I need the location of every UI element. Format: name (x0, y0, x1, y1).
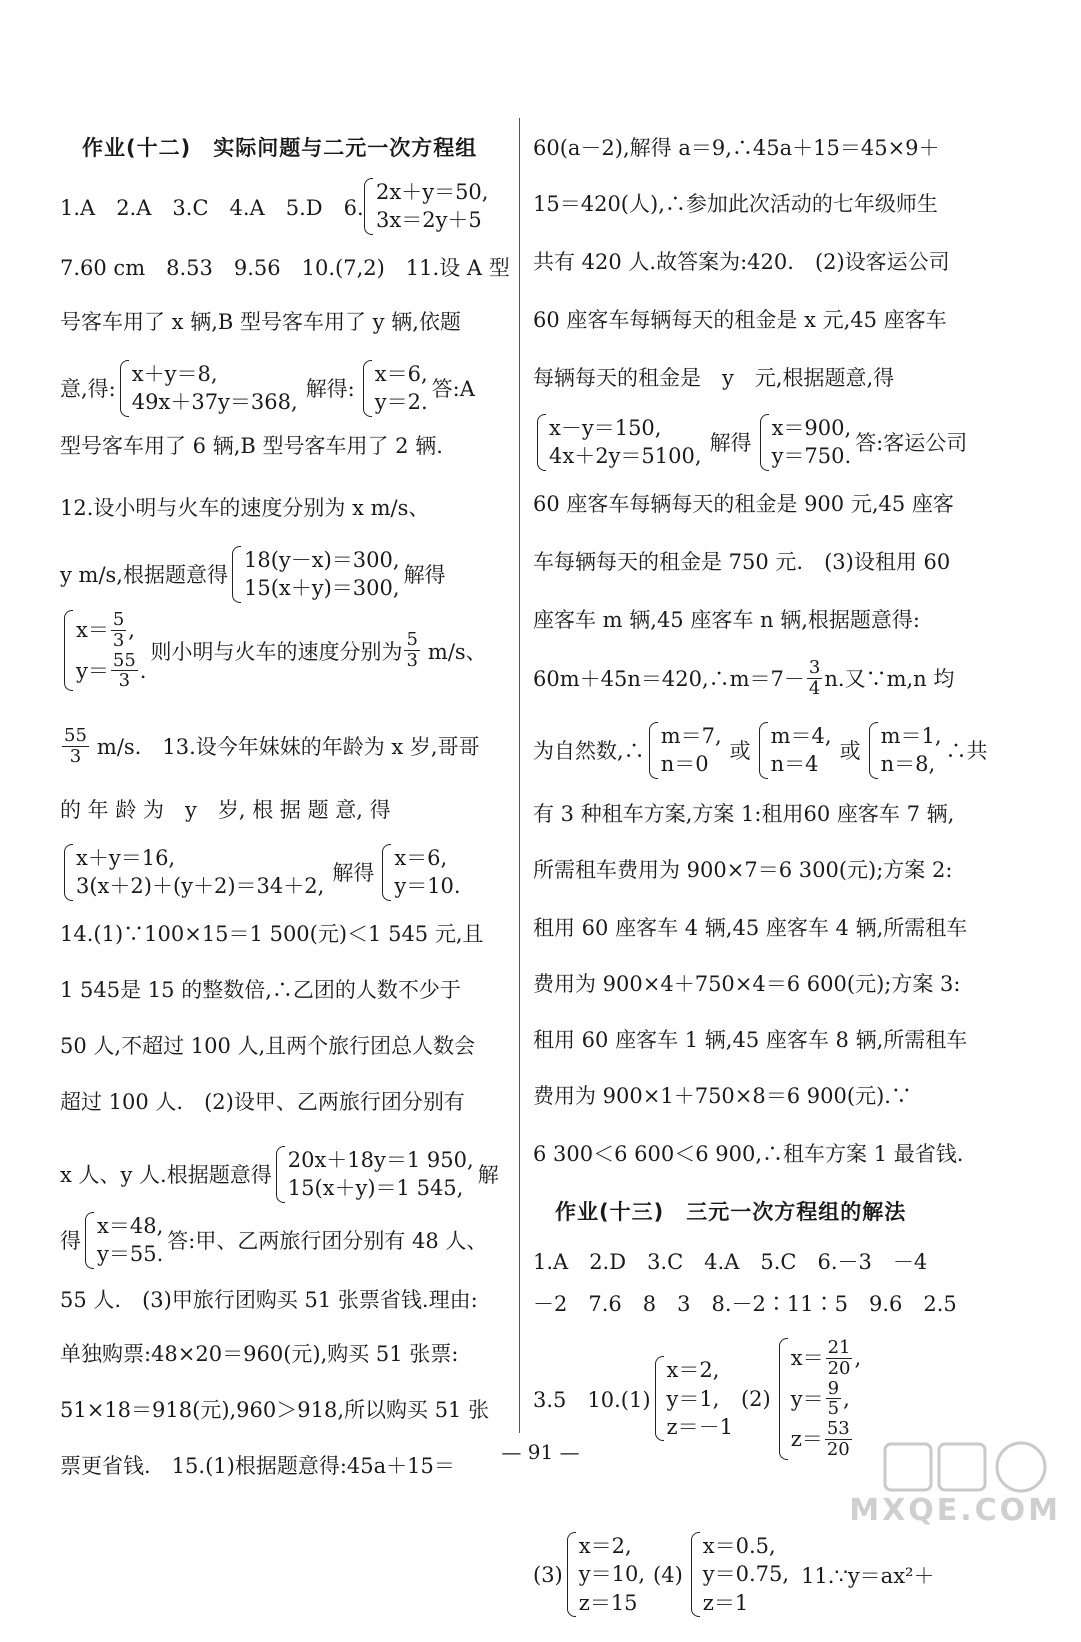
answer-line-8: x＝ $\frac{5}{3}$ , y＝ $\frac{55}{3}$ . 则小明与火车的速度分别为 $\frac{5}{3}$ m/s、 (60, 610, 508, 722)
answer-line-5: 型号客车用了 6 辆,B 型号客车用了 2 辆. (60, 434, 443, 458)
watermark-logo: MXQE.COM (881, 1438, 1061, 1528)
solution-system: x＝2, y＝10, z＝15 (567, 1532, 645, 1617)
answer-line-9: $\frac{55}{3}$ m/s. 13.设今年妹妹的年龄为 x 岁,哥哥 (64, 725, 480, 767)
answer-line-r3: 共有 420 人.故答案为:420. (2)设客运公司 (533, 250, 950, 274)
solution-system: x＝2, y＝1, z＝－1 (655, 1356, 733, 1441)
column-divider (519, 118, 520, 1433)
answer-line-r13: 所需租车费用为 900×7＝6 300(元);方案 2: (533, 858, 953, 882)
solution-system: x＝ $\frac{21}{20}$ , y＝ $\frac{9}{5}$ , z＝ $\frac{53}{20}$ (779, 1338, 861, 1460)
right-column (533, 118, 988, 1642)
answer-stamp-icon (881, 1438, 1061, 1498)
answer-line-16: x 人、y 人.根据题意得 20x＋18y＝1 950, 15(x＋y)＝1 545, 解 (60, 1140, 508, 1210)
answer-line-19: 单独购票:48×20＝960(元),购买 51 张票: (60, 1342, 459, 1366)
answer-line-r5: 每辆每天的租金是 y 元,根据题意,得 (533, 366, 895, 390)
answer-line-r1: 60(a－2),解得 a＝9,∴45a＋15＝45×9＋ (533, 136, 940, 160)
answer-line-15: 超过 100 人. (2)设甲、乙两旅行团分别有 (60, 1090, 465, 1114)
solution-system: x＝48, y＝55. (85, 1212, 163, 1269)
answer-line-r22: (3) x＝2, y＝10, z＝15 (4) x＝0.5, y＝0.75, z＝1 11.∵y＝ax²＋ (533, 1532, 981, 1642)
answer-line-12: 14.(1)∵100×15＝1 500(元)＜1 545 元,且 (60, 922, 484, 946)
answer-line-r6: x－y＝150, 4x＋2y＝5100, 解得 x＝900, y＝750. 答:客运公司 (533, 408, 981, 478)
solution-system: x＝6, y＝10. (382, 844, 460, 901)
answer-line-r4: 60 座客车每辆每天的租金是 x 元,45 座客车 (533, 308, 947, 332)
equation-system: 2x＋y＝50, 3x＝2y＋5 (364, 178, 488, 235)
answer-line-13: 1 545是 15 的整数倍,∴乙团的人数不少于 (60, 978, 461, 1002)
answer-line-r21: 3.5 10.(1) x＝2, y＝1, z＝－1 (2) x＝ $\frac{21}{20}$ , y＝ $\frac{9}{5}$ , z＝ $\frac{53}{20}$ (533, 1337, 862, 1460)
equation-system: 18(y－x)＝300, 15(x＋y)＝300, (232, 546, 400, 603)
answer-line-2: 7.60 cm 8.53 9.56 10.(7,2) 11.设 A 型 (60, 256, 510, 280)
answer-line-r9: 座客车 m 辆,45 座客车 n 辆,根据题意得: (533, 608, 920, 632)
equation-system: x－y＝150, 4x＋2y＝5100, (537, 414, 702, 471)
section-heading-13: 作业(十三) 三元一次方程组的解法 (555, 1200, 907, 1224)
equation-system: 20x＋18y＝1 950, 15(x＋y)＝1 545, (276, 1146, 474, 1203)
answer-line-r17: 费用为 900×1＋750×8＝6 900(元).∵ (533, 1084, 912, 1108)
answer-line-17: 得 x＝48, y＝55. 答:甲、乙两旅行团分别有 48 人、 (60, 1210, 508, 1276)
answer-line-r10: 60m＋45n＝420,∴m＝7－ $\frac{3}{4}$ n.又∵m,n 均 (533, 657, 955, 699)
solution-system: x＝900, y＝750. (760, 414, 852, 471)
solution-system: m＝4, n＝4 (759, 722, 832, 779)
equation-system: x＋y＝16, 3(x＋2)＋(y＋2)＝34＋2, (64, 844, 324, 901)
answer-line-r20: －2 7.6 8 3 8.－2∶11∶5 9.6 2.5 (533, 1292, 957, 1316)
answer-line-r16: 租用 60 座客车 1 辆,45 座客车 8 辆,所需租车 (533, 1028, 968, 1052)
answer-line-r2: 15＝420(人),∴参加此次活动的七年级师生 (533, 192, 938, 216)
equation-system: x＋y＝8, 49x＋37y＝368, (120, 360, 298, 417)
section-heading-12: 作业(十二) 实际问题与二元一次方程组 (82, 136, 478, 160)
answer-line-21: 票更省钱. 15.(1)根据题意得:45a＋15＝ (60, 1454, 455, 1478)
solution-system: m＝7, n＝0 (649, 722, 722, 779)
answer-line-10: 的 年 龄 为 y 岁, 根 据 题 意, 得 (60, 798, 391, 822)
solution-system: x＝0.5, y＝0.75, z＝1 (691, 1532, 789, 1617)
answer-line-r18: 6 300＜6 600＜6 900,∴租车方案 1 最省钱. (533, 1142, 964, 1166)
answer-line-4: 意,得: x＋y＝8, 49x＋37y＝368, 解得: x＝6, y＝2. 答:A (60, 354, 508, 422)
answer-line-r19: 1.A 2.D 3.C 4.A 5.C 6.－3 －4 (533, 1250, 928, 1274)
answer-line-r8: 车每辆每天的租金是 750 元. (3)设租用 60 (533, 550, 951, 574)
answer-line-3: 号客车用了 x 辆,B 型号客车用了 y 辆,依题 (60, 310, 461, 334)
answer-line-r15: 费用为 900×4＋750×4＝6 600(元);方案 3: (533, 972, 961, 996)
solution-system: m＝1, n＝8, (869, 722, 942, 779)
left-column (60, 118, 508, 1508)
answer-line-r11: 为自然数,∴ m＝7, n＝0 或 m＝4, n＝4 或 m＝1, n＝8, ∴共 (533, 718, 981, 790)
answer-line-11: x＋y＝16, 3(x＋2)＋(y＋2)＝34＋2, 解得 x＝6, y＝10. (60, 842, 508, 908)
answer-line-r7: 60 座客车每辆每天的租金是 900 元,45 座客 (533, 492, 954, 516)
answer-line-1: 1.A 2.A 3.C 4.A 5.D 6. 2x＋y＝50, 3x＝2y＋5 (60, 176, 508, 238)
answer-line-r14: 租用 60 座客车 4 辆,45 座客车 4 辆,所需租车 (533, 916, 968, 940)
answer-line-7: y m/s,根据题意得 18(y－x)＝300, 15(x＋y)＝300, 解得 (60, 538, 508, 610)
answer-line-18: 55 人. (3)甲旅行团购买 51 张票省钱.理由: (60, 1288, 478, 1312)
answer-line-14: 50 人,不超过 100 人,且两个旅行团总人数会 (60, 1034, 476, 1058)
solution-system: x＝ $\frac{5}{3}$ , y＝ $\frac{55}{3}$ . (64, 610, 146, 691)
answer-line-20: 51×18＝918(元),960＞918,所以购买 51 张 (60, 1398, 490, 1422)
answer-line-6: 12.设小明与火车的速度分别为 x m/s、 (60, 496, 430, 520)
page-number: — 91 — (501, 1440, 580, 1464)
solution-system: x＝6, y＝2. (363, 360, 428, 417)
answer-line-r12: 有 3 种租车方案,方案 1:租用60 座客车 7 辆, (533, 802, 955, 826)
